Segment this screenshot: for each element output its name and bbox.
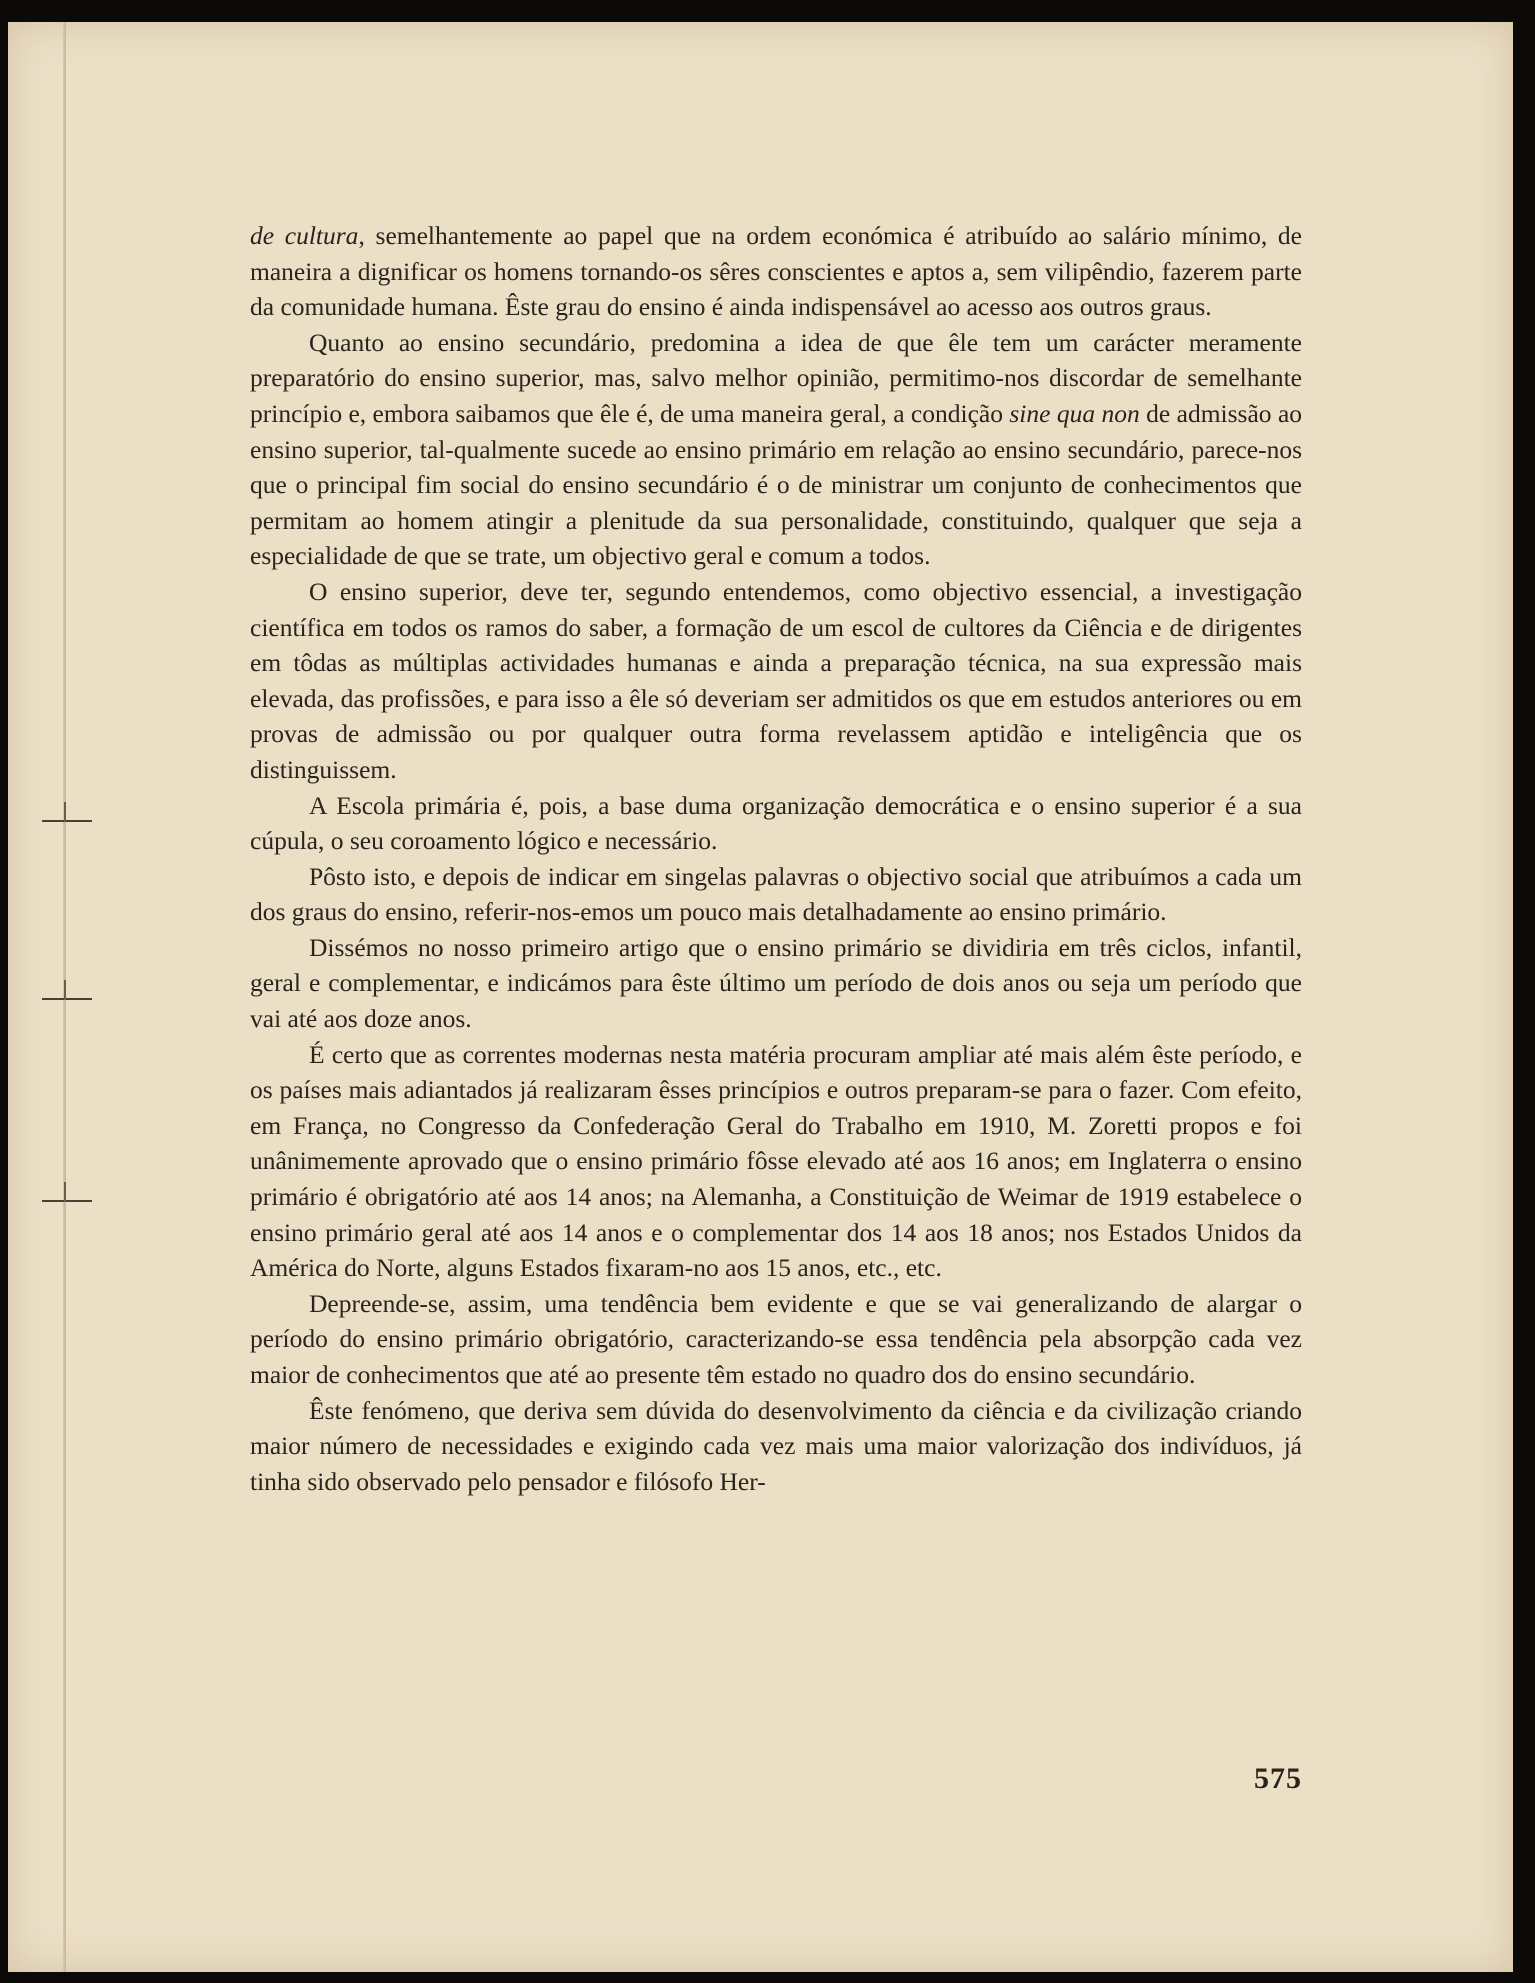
paragraph <box>250 574 1302 788</box>
text-span: O ensino superior, deve ter, segundo entendemos, como objectivo essencial, a investigação científica em todos os ramos do saber, a formação de um escol de cultores da Ciência e de dirigentes em tôdas as múltiplas actividades humanas e ainda a preparação técnica, na sua expressão mais elevada, das profissões, e para isso a êle só deveriam ser admitidos os que em estudos anteriores ou em provas de admissão ou por qualquer outra forma revelassem aptidão e inteligência que os distinguissem. <box>250 576 1302 784</box>
binding-stitch <box>42 820 92 822</box>
text-span: Êste fenómeno, que deriva sem dúvida do desenvolvimento da ciência e da civilização criando maior número de necessidades e exigindo cada vez mais uma maior valorização dos indivíduos, já tinha sido observado pelo pensador e filósofo Her- <box>250 1395 1302 1496</box>
paragraph <box>250 859 1302 930</box>
text-span: Pôsto isto, e depois de indicar em singelas palavras o objectivo social que atribuímos a cada um dos graus do ensino, referir-nos-emos um pouco mais detalhadamente ao ensino primário. <box>250 861 1302 927</box>
paragraph <box>250 1286 1302 1393</box>
paragraph <box>250 218 1302 325</box>
paragraph <box>250 325 1302 574</box>
paragraph <box>250 930 1302 1037</box>
body-text <box>250 218 1302 1499</box>
text-span: A Escola primária é, pois, a base duma organização democrática e o ensino superior é a sua cúpula, o seu coroamento lógico e necessário. <box>250 790 1302 856</box>
text-italic: sine qua non <box>1009 398 1140 428</box>
paragraph <box>250 1393 1302 1500</box>
text-span: Depreende-se, assim, uma tendência bem evidente e que se vai generalizando de alargar o período do ensino primário obrigatório, caracterizando-se essa tendência pela absorpção cada vez maior de conhecimentos que até ao presente têm estado no quadro dos do ensino secundário. <box>250 1288 1302 1389</box>
document-page <box>8 22 1513 1972</box>
text-span: , semelhantemente ao papel que na ordem económica é atribuído ao salário mínimo, de maneira a dignificar os homens tornando-os sêres conscientes e aptos a, sem vilipêndio, fazerem parte da comunidade humana. Êste grau do ensino é ainda indispensável ao acesso aos outros graus. <box>250 221 1302 322</box>
binding-stitch <box>42 1200 92 1202</box>
binding-stitch <box>42 998 92 1000</box>
paragraph <box>250 788 1302 859</box>
text-span: Dissémos no nosso primeiro artigo que o ensino primário se dividiria em três ciclos, infantil, geral e complementar, e indicámos para êste último um período de dois anos ou seja um período que vai até aos doze anos. <box>250 932 1302 1034</box>
text-italic: de cultura <box>250 221 359 250</box>
text-span: É certo que as correntes modernas nesta matéria procuram ampliar até mais além êste período, e os países mais adiantados já realizaram êsses princípios e outros preparam-se para o fazer. Com efeito, em França, no Congresso da Confederação Geral do Trabalho em 1910, M. Zoretti propos e foi unânimemente aprovado que o ensino primário fôsse elevado até aos 16 anos; em Inglaterra o ensino primário é obrigatório até aos 14 anos; na Alemanha, a Constituição de Weimar de 1919 estabelece o ensino primário geral até aos 14 anos e o complementar dos 14 aos 18 anos; nos Estados Unidos da América do Norte, alguns Estados fixaram-no aos 15 anos, etc., etc. <box>250 1039 1302 1283</box>
text-span: de admissão ao ensino superior, tal-qualmente sucede ao ensino primário em relação ao ensino secundário, parece-nos que o principal fim social do ensino secundário é o de ministrar um conjunto de conhecimentos que permitam ao homem atingir a plenitude da sua personalidade, constituindo, qualquer que seja a especialidade de que se trate, um objectivo geral e comum a todos. <box>250 398 1303 571</box>
page-number: 575 <box>1254 1762 1302 1795</box>
paragraph <box>250 1037 1302 1286</box>
text-span: Quanto ao ensino secundário, predomina a idea de que êle tem um carácter meramente preparatório do ensino superior, mas, salvo melhor opinião, permitimo-nos discordar de semelhante princípio e, embora saibamos que êle é, de uma maneira geral, a condição <box>250 327 1302 428</box>
